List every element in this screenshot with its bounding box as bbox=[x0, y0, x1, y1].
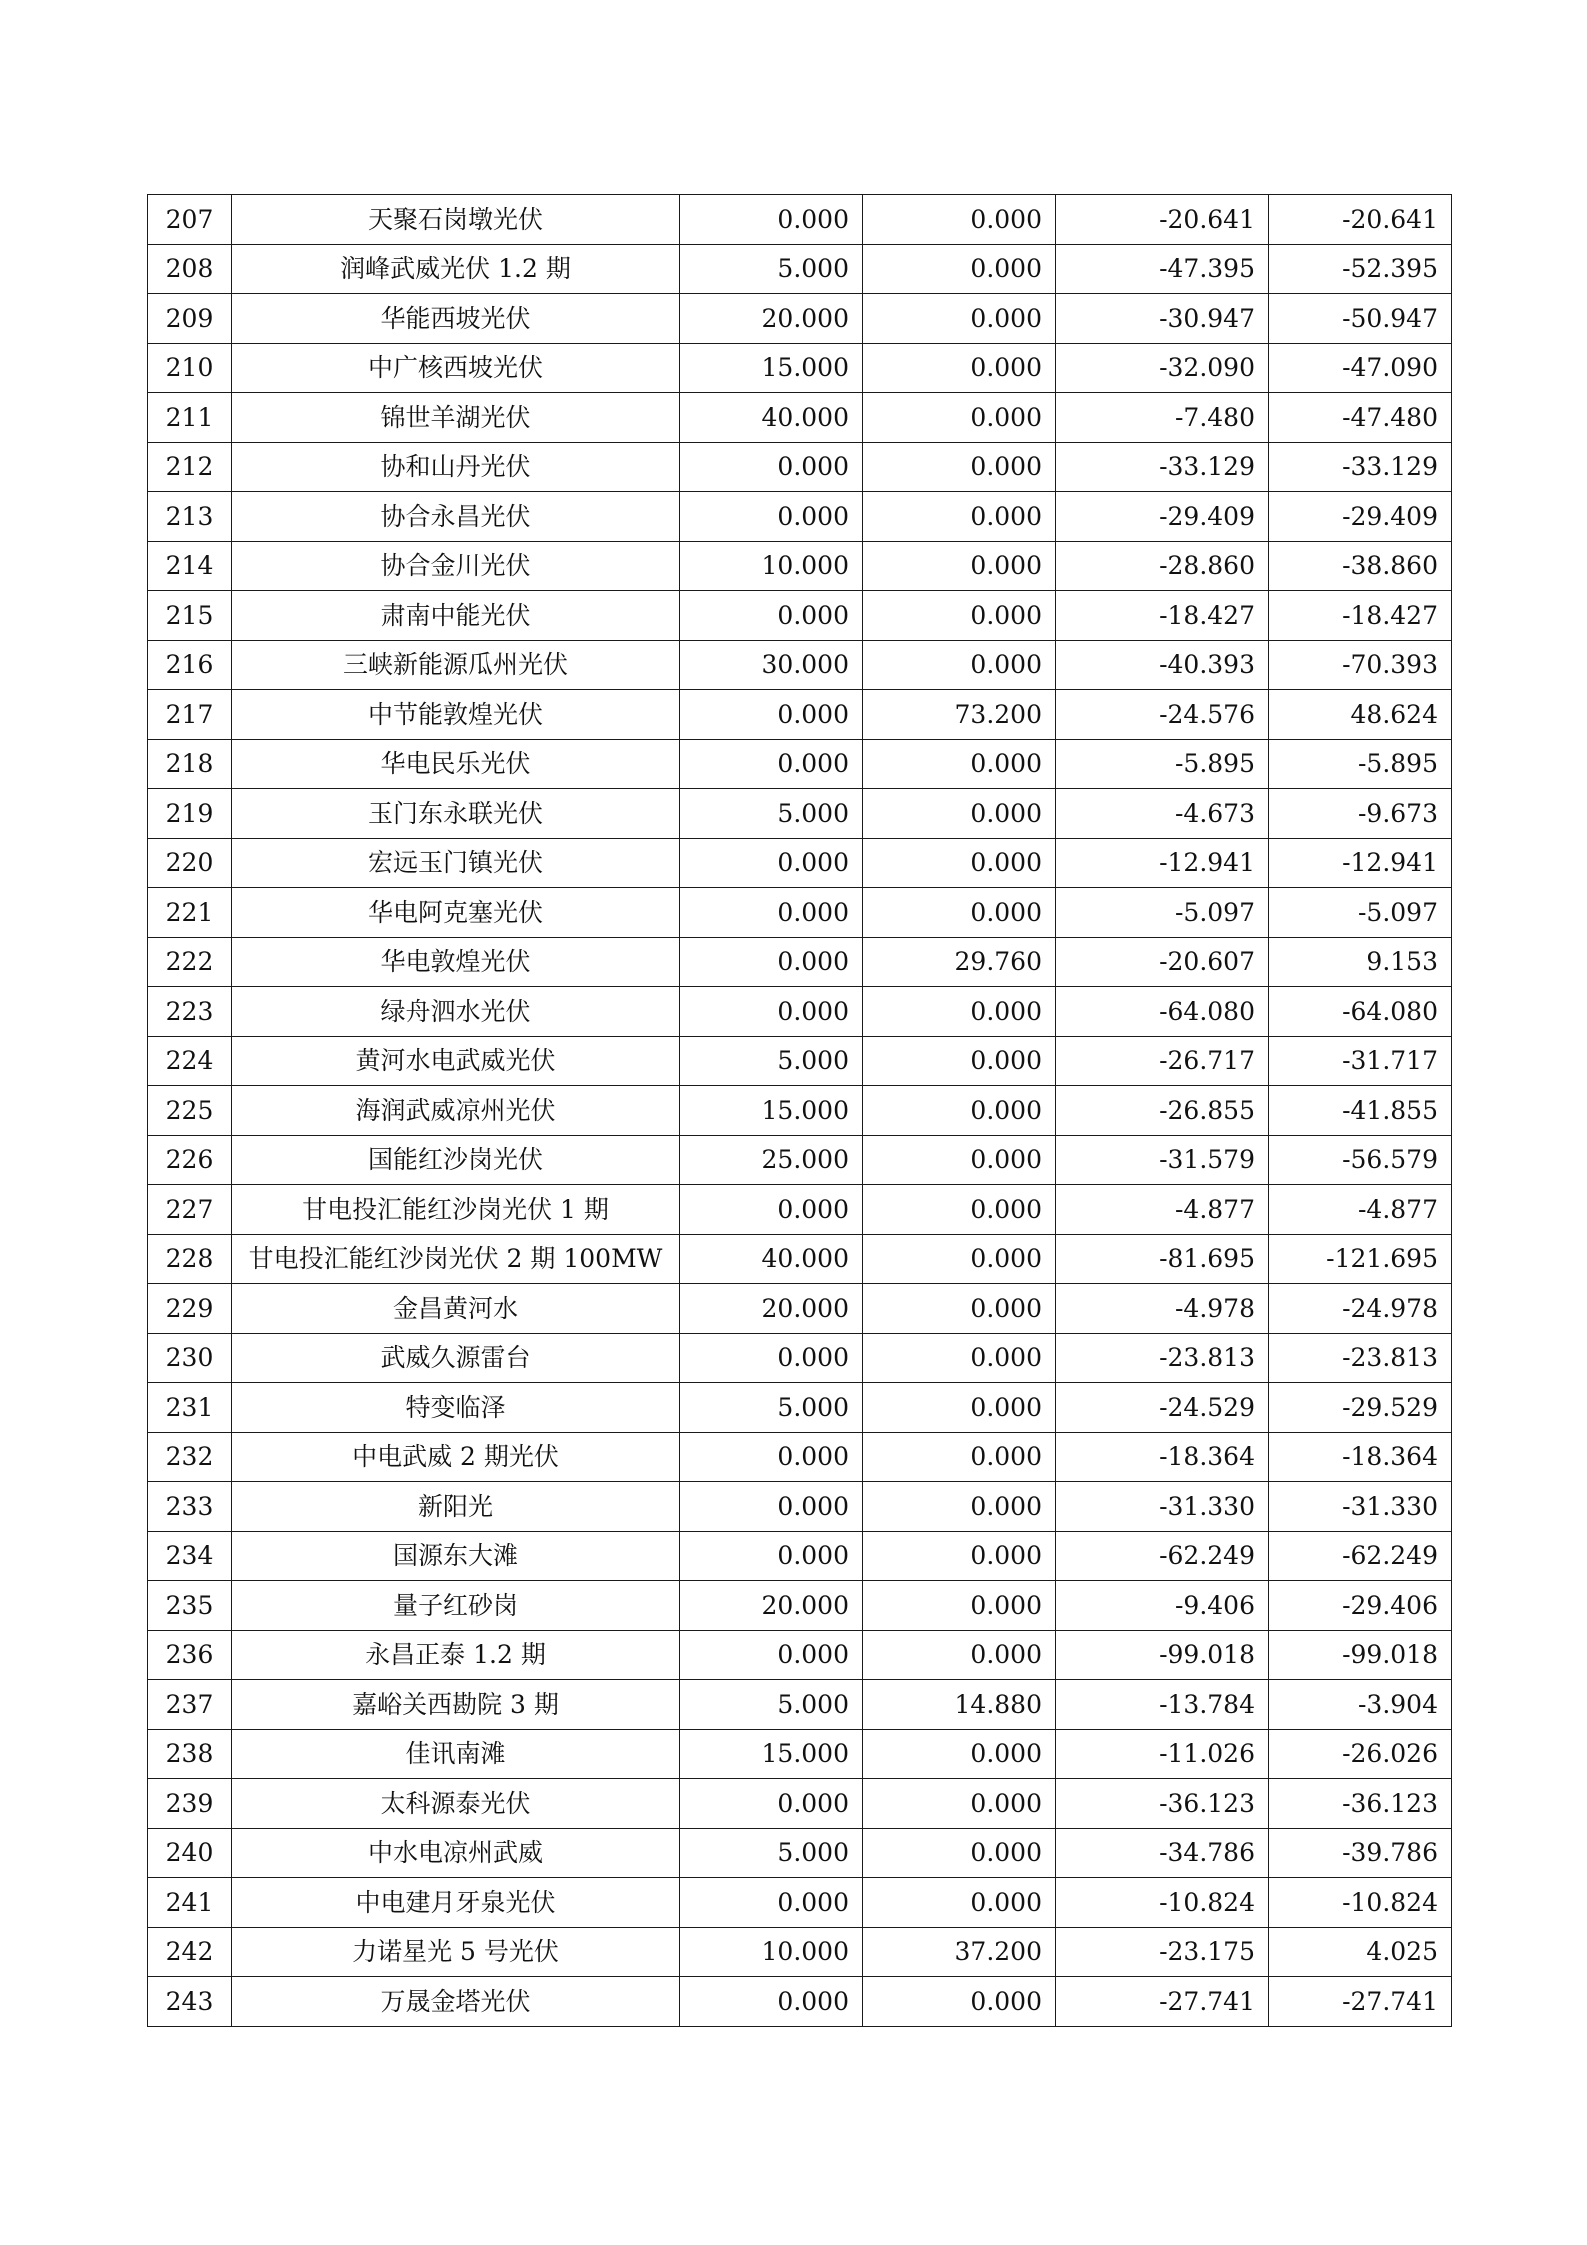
value-col-4: 0.000 bbox=[863, 343, 1056, 393]
row-id: 227 bbox=[148, 1185, 232, 1235]
row-id: 240 bbox=[148, 1828, 232, 1878]
value-col-4: 0.000 bbox=[863, 1828, 1056, 1878]
value-col-5: -4.978 bbox=[1056, 1284, 1269, 1334]
value-col-5: -7.480 bbox=[1056, 393, 1269, 443]
value-col-6: 48.624 bbox=[1269, 690, 1452, 740]
value-col-3: 0.000 bbox=[680, 1432, 863, 1482]
table-row bbox=[148, 1729, 1452, 1779]
table-row bbox=[148, 294, 1452, 344]
row-id: 220 bbox=[148, 838, 232, 888]
value-col-3: 25.000 bbox=[680, 1135, 863, 1185]
value-col-4: 0.000 bbox=[863, 1432, 1056, 1482]
row-id: 237 bbox=[148, 1680, 232, 1730]
value-col-4: 0.000 bbox=[863, 888, 1056, 938]
value-col-4: 0.000 bbox=[863, 1036, 1056, 1086]
value-col-3: 0.000 bbox=[680, 1779, 863, 1829]
station-name: 甘电投汇能红沙岗光伏 2 期 100MW bbox=[232, 1234, 680, 1284]
row-id: 210 bbox=[148, 343, 232, 393]
value-col-6: -20.641 bbox=[1269, 195, 1452, 245]
table-body bbox=[148, 195, 1452, 2027]
row-id: 223 bbox=[148, 987, 232, 1037]
value-col-4: 0.000 bbox=[863, 1878, 1056, 1928]
value-col-4: 0.000 bbox=[863, 393, 1056, 443]
value-col-6: -47.090 bbox=[1269, 343, 1452, 393]
value-col-3: 0.000 bbox=[680, 1630, 863, 1680]
station-name: 协合永昌光伏 bbox=[232, 492, 680, 542]
value-col-6: -29.529 bbox=[1269, 1383, 1452, 1433]
value-col-6: -38.860 bbox=[1269, 541, 1452, 591]
value-col-4: 0.000 bbox=[863, 1234, 1056, 1284]
table-row bbox=[148, 838, 1452, 888]
value-col-6: -12.941 bbox=[1269, 838, 1452, 888]
value-col-4: 0.000 bbox=[863, 541, 1056, 591]
value-col-4: 0.000 bbox=[863, 1383, 1056, 1433]
value-col-6: -33.129 bbox=[1269, 442, 1452, 492]
table-row bbox=[148, 1779, 1452, 1829]
value-col-5: -81.695 bbox=[1056, 1234, 1269, 1284]
station-name: 力诺星光 5 号光伏 bbox=[232, 1927, 680, 1977]
table-row bbox=[148, 1977, 1452, 2027]
station-name: 绿舟泗水光伏 bbox=[232, 987, 680, 1037]
value-col-3: 30.000 bbox=[680, 640, 863, 690]
value-col-4: 0.000 bbox=[863, 1284, 1056, 1334]
value-col-3: 20.000 bbox=[680, 1284, 863, 1334]
value-col-4: 37.200 bbox=[863, 1927, 1056, 1977]
value-col-3: 0.000 bbox=[680, 1878, 863, 1928]
station-name: 永昌正泰 1.2 期 bbox=[232, 1630, 680, 1680]
station-name: 天聚石岗墩光伏 bbox=[232, 195, 680, 245]
row-id: 209 bbox=[148, 294, 232, 344]
value-col-3: 5.000 bbox=[680, 244, 863, 294]
value-col-4: 0.000 bbox=[863, 739, 1056, 789]
value-col-5: -27.741 bbox=[1056, 1977, 1269, 2027]
value-col-3: 15.000 bbox=[680, 1729, 863, 1779]
table-row bbox=[148, 1878, 1452, 1928]
row-id: 232 bbox=[148, 1432, 232, 1482]
value-col-5: -11.026 bbox=[1056, 1729, 1269, 1779]
table-row bbox=[148, 690, 1452, 740]
value-col-3: 5.000 bbox=[680, 1383, 863, 1433]
value-col-3: 0.000 bbox=[680, 1482, 863, 1532]
value-col-5: -13.784 bbox=[1056, 1680, 1269, 1730]
value-col-5: -31.330 bbox=[1056, 1482, 1269, 1532]
station-name: 肃南中能光伏 bbox=[232, 591, 680, 641]
value-col-5: -4.673 bbox=[1056, 789, 1269, 839]
station-name: 华电敦煌光伏 bbox=[232, 937, 680, 987]
data-table bbox=[147, 194, 1452, 2027]
value-col-5: -28.860 bbox=[1056, 541, 1269, 591]
value-col-3: 0.000 bbox=[680, 1185, 863, 1235]
row-id: 213 bbox=[148, 492, 232, 542]
value-col-3: 0.000 bbox=[680, 442, 863, 492]
table-row bbox=[148, 739, 1452, 789]
value-col-5: -23.175 bbox=[1056, 1927, 1269, 1977]
table-row bbox=[148, 1185, 1452, 1235]
station-name: 国源东大滩 bbox=[232, 1531, 680, 1581]
value-col-4: 14.880 bbox=[863, 1680, 1056, 1730]
value-col-4: 0.000 bbox=[863, 1729, 1056, 1779]
station-name: 太科源泰光伏 bbox=[232, 1779, 680, 1829]
value-col-6: -64.080 bbox=[1269, 987, 1452, 1037]
value-col-6: -70.393 bbox=[1269, 640, 1452, 690]
station-name: 中节能敦煌光伏 bbox=[232, 690, 680, 740]
value-col-5: -32.090 bbox=[1056, 343, 1269, 393]
station-name: 三峡新能源瓜州光伏 bbox=[232, 640, 680, 690]
station-name: 中水电凉州武威 bbox=[232, 1828, 680, 1878]
value-col-3: 0.000 bbox=[680, 1333, 863, 1383]
row-id: 243 bbox=[148, 1977, 232, 2027]
row-id: 241 bbox=[148, 1878, 232, 1928]
row-id: 219 bbox=[148, 789, 232, 839]
row-id: 230 bbox=[148, 1333, 232, 1383]
table-row bbox=[148, 1036, 1452, 1086]
station-name: 佳讯南滩 bbox=[232, 1729, 680, 1779]
value-col-6: -31.330 bbox=[1269, 1482, 1452, 1532]
value-col-5: -64.080 bbox=[1056, 987, 1269, 1037]
table-row bbox=[148, 888, 1452, 938]
value-col-5: -30.947 bbox=[1056, 294, 1269, 344]
row-id: 212 bbox=[148, 442, 232, 492]
row-id: 218 bbox=[148, 739, 232, 789]
value-col-5: -10.824 bbox=[1056, 1878, 1269, 1928]
row-id: 231 bbox=[148, 1383, 232, 1433]
value-col-4: 0.000 bbox=[863, 1135, 1056, 1185]
value-col-6: -29.409 bbox=[1269, 492, 1452, 542]
station-name: 嘉峪关西勘院 3 期 bbox=[232, 1680, 680, 1730]
value-col-3: 40.000 bbox=[680, 393, 863, 443]
row-id: 242 bbox=[148, 1927, 232, 1977]
value-col-5: -62.249 bbox=[1056, 1531, 1269, 1581]
value-col-3: 5.000 bbox=[680, 1036, 863, 1086]
station-name: 玉门东永联光伏 bbox=[232, 789, 680, 839]
value-col-3: 0.000 bbox=[680, 739, 863, 789]
value-col-3: 0.000 bbox=[680, 690, 863, 740]
table-row bbox=[148, 640, 1452, 690]
value-col-5: -5.097 bbox=[1056, 888, 1269, 938]
value-col-3: 0.000 bbox=[680, 987, 863, 1037]
row-id: 222 bbox=[148, 937, 232, 987]
value-col-5: -20.641 bbox=[1056, 195, 1269, 245]
table-row bbox=[148, 1333, 1452, 1383]
value-col-6: -56.579 bbox=[1269, 1135, 1452, 1185]
station-name: 协合金川光伏 bbox=[232, 541, 680, 591]
value-col-6: -47.480 bbox=[1269, 393, 1452, 443]
value-col-6: -121.695 bbox=[1269, 1234, 1452, 1284]
value-col-4: 0.000 bbox=[863, 1086, 1056, 1136]
station-name: 华电民乐光伏 bbox=[232, 739, 680, 789]
table-row bbox=[148, 1531, 1452, 1581]
station-name: 华能西坡光伏 bbox=[232, 294, 680, 344]
station-name: 特变临泽 bbox=[232, 1383, 680, 1433]
value-col-5: -20.607 bbox=[1056, 937, 1269, 987]
value-col-6: -9.673 bbox=[1269, 789, 1452, 839]
station-name: 黄河水电武威光伏 bbox=[232, 1036, 680, 1086]
value-col-4: 0.000 bbox=[863, 442, 1056, 492]
value-col-4: 0.000 bbox=[863, 1531, 1056, 1581]
value-col-6: -41.855 bbox=[1269, 1086, 1452, 1136]
value-col-4: 0.000 bbox=[863, 1185, 1056, 1235]
row-id: 214 bbox=[148, 541, 232, 591]
value-col-4: 0.000 bbox=[863, 195, 1056, 245]
value-col-5: -29.409 bbox=[1056, 492, 1269, 542]
station-name: 甘电投汇能红沙岗光伏 1 期 bbox=[232, 1185, 680, 1235]
value-col-4: 0.000 bbox=[863, 1482, 1056, 1532]
value-col-4: 0.000 bbox=[863, 1977, 1056, 2027]
value-col-4: 0.000 bbox=[863, 838, 1056, 888]
value-col-4: 0.000 bbox=[863, 640, 1056, 690]
table-row bbox=[148, 1630, 1452, 1680]
row-id: 228 bbox=[148, 1234, 232, 1284]
table-row bbox=[148, 1927, 1452, 1977]
value-col-5: -18.364 bbox=[1056, 1432, 1269, 1482]
table-row bbox=[148, 789, 1452, 839]
value-col-3: 5.000 bbox=[680, 1680, 863, 1730]
table-row bbox=[148, 591, 1452, 641]
table-row bbox=[148, 1284, 1452, 1334]
value-col-3: 0.000 bbox=[680, 195, 863, 245]
value-col-6: -10.824 bbox=[1269, 1878, 1452, 1928]
value-col-6: -39.786 bbox=[1269, 1828, 1452, 1878]
value-col-5: -24.576 bbox=[1056, 690, 1269, 740]
value-col-4: 0.000 bbox=[863, 1581, 1056, 1631]
value-col-3: 0.000 bbox=[680, 591, 863, 641]
value-col-6: -26.026 bbox=[1269, 1729, 1452, 1779]
value-col-6: -99.018 bbox=[1269, 1630, 1452, 1680]
table-row bbox=[148, 492, 1452, 542]
value-col-6: -62.249 bbox=[1269, 1531, 1452, 1581]
station-name: 中广核西坡光伏 bbox=[232, 343, 680, 393]
row-id: 215 bbox=[148, 591, 232, 641]
table-row bbox=[148, 541, 1452, 591]
station-name: 锦世羊湖光伏 bbox=[232, 393, 680, 443]
value-col-4: 0.000 bbox=[863, 1779, 1056, 1829]
value-col-3: 0.000 bbox=[680, 838, 863, 888]
value-col-4: 73.200 bbox=[863, 690, 1056, 740]
value-col-3: 5.000 bbox=[680, 789, 863, 839]
value-col-5: -40.393 bbox=[1056, 640, 1269, 690]
value-col-4: 0.000 bbox=[863, 492, 1056, 542]
value-col-5: -47.395 bbox=[1056, 244, 1269, 294]
value-col-4: 0.000 bbox=[863, 591, 1056, 641]
row-id: 225 bbox=[148, 1086, 232, 1136]
value-col-3: 10.000 bbox=[680, 541, 863, 591]
value-col-3: 15.000 bbox=[680, 343, 863, 393]
row-id: 239 bbox=[148, 1779, 232, 1829]
value-col-6: 9.153 bbox=[1269, 937, 1452, 987]
table-row bbox=[148, 1086, 1452, 1136]
row-id: 221 bbox=[148, 888, 232, 938]
station-name: 协和山丹光伏 bbox=[232, 442, 680, 492]
value-col-4: 0.000 bbox=[863, 789, 1056, 839]
row-id: 226 bbox=[148, 1135, 232, 1185]
table-row bbox=[148, 1383, 1452, 1433]
value-col-5: -26.855 bbox=[1056, 1086, 1269, 1136]
value-col-4: 0.000 bbox=[863, 1333, 1056, 1383]
table-row bbox=[148, 1432, 1452, 1482]
value-col-3: 0.000 bbox=[680, 492, 863, 542]
value-col-3: 10.000 bbox=[680, 1927, 863, 1977]
value-col-6: -31.717 bbox=[1269, 1036, 1452, 1086]
value-col-4: 29.760 bbox=[863, 937, 1056, 987]
row-id: 236 bbox=[148, 1630, 232, 1680]
value-col-4: 0.000 bbox=[863, 1630, 1056, 1680]
value-col-5: -18.427 bbox=[1056, 591, 1269, 641]
row-id: 217 bbox=[148, 690, 232, 740]
value-col-5: -26.717 bbox=[1056, 1036, 1269, 1086]
value-col-3: 40.000 bbox=[680, 1234, 863, 1284]
value-col-6: -50.947 bbox=[1269, 294, 1452, 344]
table-row bbox=[148, 1482, 1452, 1532]
row-id: 208 bbox=[148, 244, 232, 294]
value-col-3: 15.000 bbox=[680, 1086, 863, 1136]
value-col-5: -12.941 bbox=[1056, 838, 1269, 888]
table-row bbox=[148, 343, 1452, 393]
value-col-6: -4.877 bbox=[1269, 1185, 1452, 1235]
value-col-3: 0.000 bbox=[680, 937, 863, 987]
row-id: 238 bbox=[148, 1729, 232, 1779]
row-id: 234 bbox=[148, 1531, 232, 1581]
value-col-6: -27.741 bbox=[1269, 1977, 1452, 2027]
station-name: 国能红沙岗光伏 bbox=[232, 1135, 680, 1185]
value-col-6: -18.364 bbox=[1269, 1432, 1452, 1482]
row-id: 224 bbox=[148, 1036, 232, 1086]
value-col-4: 0.000 bbox=[863, 244, 1056, 294]
value-col-5: -5.895 bbox=[1056, 739, 1269, 789]
station-name: 武威久源雷台 bbox=[232, 1333, 680, 1383]
value-col-3: 0.000 bbox=[680, 888, 863, 938]
station-name: 华电阿克塞光伏 bbox=[232, 888, 680, 938]
value-col-6: -5.895 bbox=[1269, 739, 1452, 789]
value-col-3: 20.000 bbox=[680, 1581, 863, 1631]
table-row bbox=[148, 442, 1452, 492]
row-id: 207 bbox=[148, 195, 232, 245]
table-row bbox=[148, 244, 1452, 294]
row-id: 211 bbox=[148, 393, 232, 443]
value-col-5: -24.529 bbox=[1056, 1383, 1269, 1433]
value-col-6: -36.123 bbox=[1269, 1779, 1452, 1829]
value-col-3: 5.000 bbox=[680, 1828, 863, 1878]
value-col-6: -3.904 bbox=[1269, 1680, 1452, 1730]
row-id: 233 bbox=[148, 1482, 232, 1532]
value-col-5: -23.813 bbox=[1056, 1333, 1269, 1383]
table-row bbox=[148, 393, 1452, 443]
value-col-3: 0.000 bbox=[680, 1531, 863, 1581]
table-row bbox=[148, 195, 1452, 245]
table-row bbox=[148, 1581, 1452, 1631]
station-name: 新阳光 bbox=[232, 1482, 680, 1532]
value-col-4: 0.000 bbox=[863, 987, 1056, 1037]
table-row bbox=[148, 1680, 1452, 1730]
station-name: 润峰武威光伏 1.2 期 bbox=[232, 244, 680, 294]
table-row bbox=[148, 1135, 1452, 1185]
table-row bbox=[148, 987, 1452, 1037]
value-col-6: -5.097 bbox=[1269, 888, 1452, 938]
value-col-3: 20.000 bbox=[680, 294, 863, 344]
value-col-5: -34.786 bbox=[1056, 1828, 1269, 1878]
station-name: 量子红砂岗 bbox=[232, 1581, 680, 1631]
value-col-3: 0.000 bbox=[680, 1977, 863, 2027]
value-col-6: -52.395 bbox=[1269, 244, 1452, 294]
station-name: 万晟金塔光伏 bbox=[232, 1977, 680, 2027]
station-name: 宏远玉门镇光伏 bbox=[232, 838, 680, 888]
value-col-6: -23.813 bbox=[1269, 1333, 1452, 1383]
value-col-5: -31.579 bbox=[1056, 1135, 1269, 1185]
value-col-6: -24.978 bbox=[1269, 1284, 1452, 1334]
station-name: 海润武威凉州光伏 bbox=[232, 1086, 680, 1136]
station-name: 金昌黄河水 bbox=[232, 1284, 680, 1334]
row-id: 216 bbox=[148, 640, 232, 690]
value-col-6: -18.427 bbox=[1269, 591, 1452, 641]
value-col-5: -99.018 bbox=[1056, 1630, 1269, 1680]
value-col-5: -36.123 bbox=[1056, 1779, 1269, 1829]
table-row bbox=[148, 1234, 1452, 1284]
value-col-6: -29.406 bbox=[1269, 1581, 1452, 1631]
row-id: 235 bbox=[148, 1581, 232, 1631]
value-col-5: -33.129 bbox=[1056, 442, 1269, 492]
row-id: 229 bbox=[148, 1284, 232, 1334]
value-col-6: 4.025 bbox=[1269, 1927, 1452, 1977]
value-col-4: 0.000 bbox=[863, 294, 1056, 344]
value-col-5: -4.877 bbox=[1056, 1185, 1269, 1235]
station-name: 中电武威 2 期光伏 bbox=[232, 1432, 680, 1482]
table-row bbox=[148, 1828, 1452, 1878]
station-name: 中电建月牙泉光伏 bbox=[232, 1878, 680, 1928]
value-col-5: -9.406 bbox=[1056, 1581, 1269, 1631]
table-row bbox=[148, 937, 1452, 987]
